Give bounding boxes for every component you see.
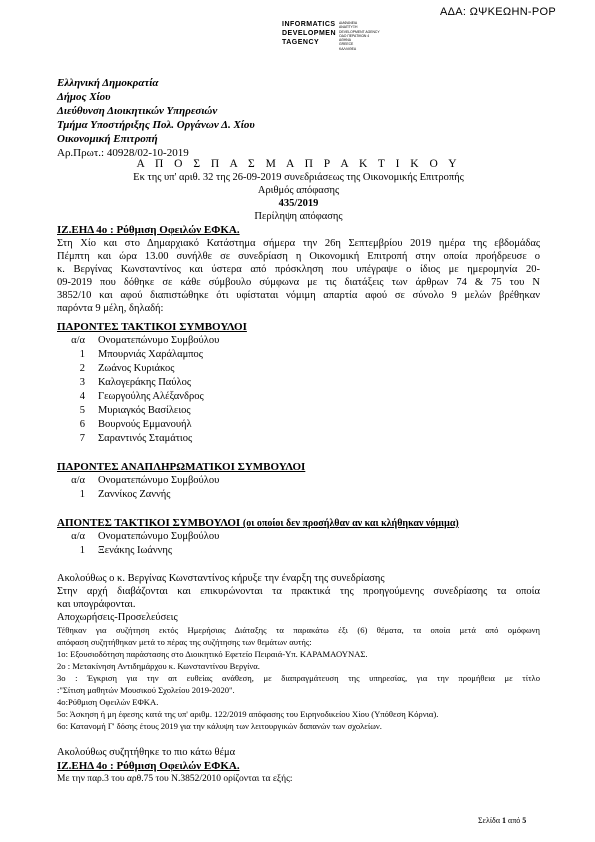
absent-heading: ΑΠΟΝΤΕΣ ΤΑΚΤΙΚΟΙ ΣΥΜΒΟΥΛΟΙ (οι οποίοι δεν προσήλθαν αν και κλήθηκαν νόμιμα) [57, 517, 459, 529]
intro-paragraph: Στη Χίο και στο Δημαρχιακό Κατάστημα σήμερα την 26η Σεπτεμβρίου 2019 ημέρα της εβδομάδας Πέμπτη και ώρα 13.00 συνήλθε σε συνεδρίαση η Οικονομική Επιτροπή στην οποία προήδρευσε ο κ. Βεργίνας Κωνσταντίνος και ύστερα από πρόσκληση που υπέγραψε ο ίδιος με ημερομηνία 20- 09-2019 που δόθηκε σε κάθε σύμβουλο σύμφωνα με τις διατάξεις των άρθρων 74 & 75 του Ν 3852/10 και αφού διαπιστώθηκε ότι υφίσταται νόμιμη απαρτία αφού σε σύνολο 9 μελών βρέθηκαν παρόντα 9 μέλη, δηλαδή: [57, 238, 540, 314]
agenda-list: Τέθηκαν για συζήτηση εκτός Ημερήσιας Διάταξης τα παρακάτω έξι (6) θέματα, τα οποία μετά από ομόφωνη απόφαση συζητήθηκαν μετά το πέρας της συζήτησης των θεμάτων αυτής: 1ο: Εξουσιοδότηση παράστασης στο Διοικητικό Εφετείο Πειραιά-Υπ. ΚΑΡΑΜΑΟΥΝΑΣ. 2ο : Μετακίνηση Αντιδημάρχου κ. Κωνσταντίνου Βεργίνα. 3ο : Έγκριση για την απ ευθείας ανάθεση, με διαπραγμάτευση της υπηρεσίας, για την προμήθεια με τίτλο :"Σίτιση μαθητών Μουσικού Σχολείου 2019-2020". 4ο:Ρύθμιση Οφειλών ΕΦΚΑ. 5ο: Άσκηση ή μη έφεσης κατά της υπ' αριθμ. 122/2019 απόφασης του Ειρηνοδικείου Χίου (Υπόθεση Κόρνια). 6ο: Κατανομή Γ' δόσης έτους 2019 για την κάλυψη των λειτουργικών δαπανών των σχολείων. [57, 625, 540, 731]
header-department: Τμήμα Υποστήριξης Πολ. Οργάνων Δ. Χίου [57, 119, 255, 131]
agency-logo [282, 20, 392, 51]
header-municipality: Δήμος Χίου [57, 91, 111, 103]
decision-number: 435/2019 [278, 198, 319, 209]
logo-text: INFORMATICS DEVELOPMEN TAGENCY [282, 21, 337, 46]
ada-code: ΑΔΑ: ΩΨΚΕΩΗΝ-ΡΟΡ [440, 6, 557, 18]
closing-line: Ακολούθως συζητήθηκε το πιο κάτω θέμα [57, 747, 236, 758]
document-title: Α Π Ο Σ Π Α Σ Μ Α Π Ρ Α Κ Τ Ι Κ Ο Υ [136, 158, 461, 170]
subject-heading: ΙΖ.ΕΗΔ 4ο : Ρύθμιση Οφειλών ΕΦΚΑ. [57, 224, 240, 236]
session-reference: Εκ της υπ' αριθ. 32 της 26-09-2019 συνεδριάσεως της Οικονομικής Επιτροπής [133, 172, 464, 183]
present-substitute-heading: ΠΑΡΟΝΤΕΣ ΑΝΑΠΛΗΡΩΜΑΤΙΚΟΙ ΣΥΜΒΟΥΛΟΙ [57, 461, 306, 473]
header-directorate: Διεύθυνση Διοικητικών Υπηρεσιών [57, 105, 218, 117]
page-footer: Σελίδα 1 από 5 [478, 816, 527, 825]
summary-label: Περίληψη απόφασης [254, 211, 343, 222]
logo-small-text: ΔΙΑΦΑΝΕΙΑ ΑΝΑΠΤΥΞΗ DEVELOPMENT AGENCY ΟΔΟ ΠΕΡΑΤΙΚΩΝ 4 ΑΘΗΝΑ GREECE ΚΑΛΛΙΘΕΑ [339, 21, 380, 51]
closing-subject: ΙΖ.ΕΗΔ 4ο : Ρύθμιση Οφειλών ΕΦΚΑ. [57, 760, 240, 772]
proceedings-paragraph: Ακολούθως ο κ. Βεργίνας Κωνσταντίνος κήρυξε την έναρξη της συνεδρίασης Στην αρχή διαβάζονται και επικυρώνονται τα πρακτικά της προηγούμενης συνεδρίασης τα οποία και υπογράφονται. Αποχωρήσεις-Προσελεύσεις [57, 573, 540, 623]
header-republic: Ελληνική Δημοκρατία [57, 77, 159, 89]
decision-label: Αριθμός απόφασης [257, 185, 340, 196]
law-reference: Με την παρ.3 του αρθ.75 του Ν.3852/2010 ορίζονται τα εξής: [57, 774, 293, 784]
header-committee: Οικονομική Επιτροπή [57, 133, 158, 145]
protocol-number: Αρ.Πρωτ.: 40928/02-10-2019 [57, 147, 189, 159]
present-regular-heading: ΠΑΡΟΝΤΕΣ ΤΑΚΤΙΚΟΙ ΣΥΜΒΟΥΛΟΙ [57, 321, 247, 333]
